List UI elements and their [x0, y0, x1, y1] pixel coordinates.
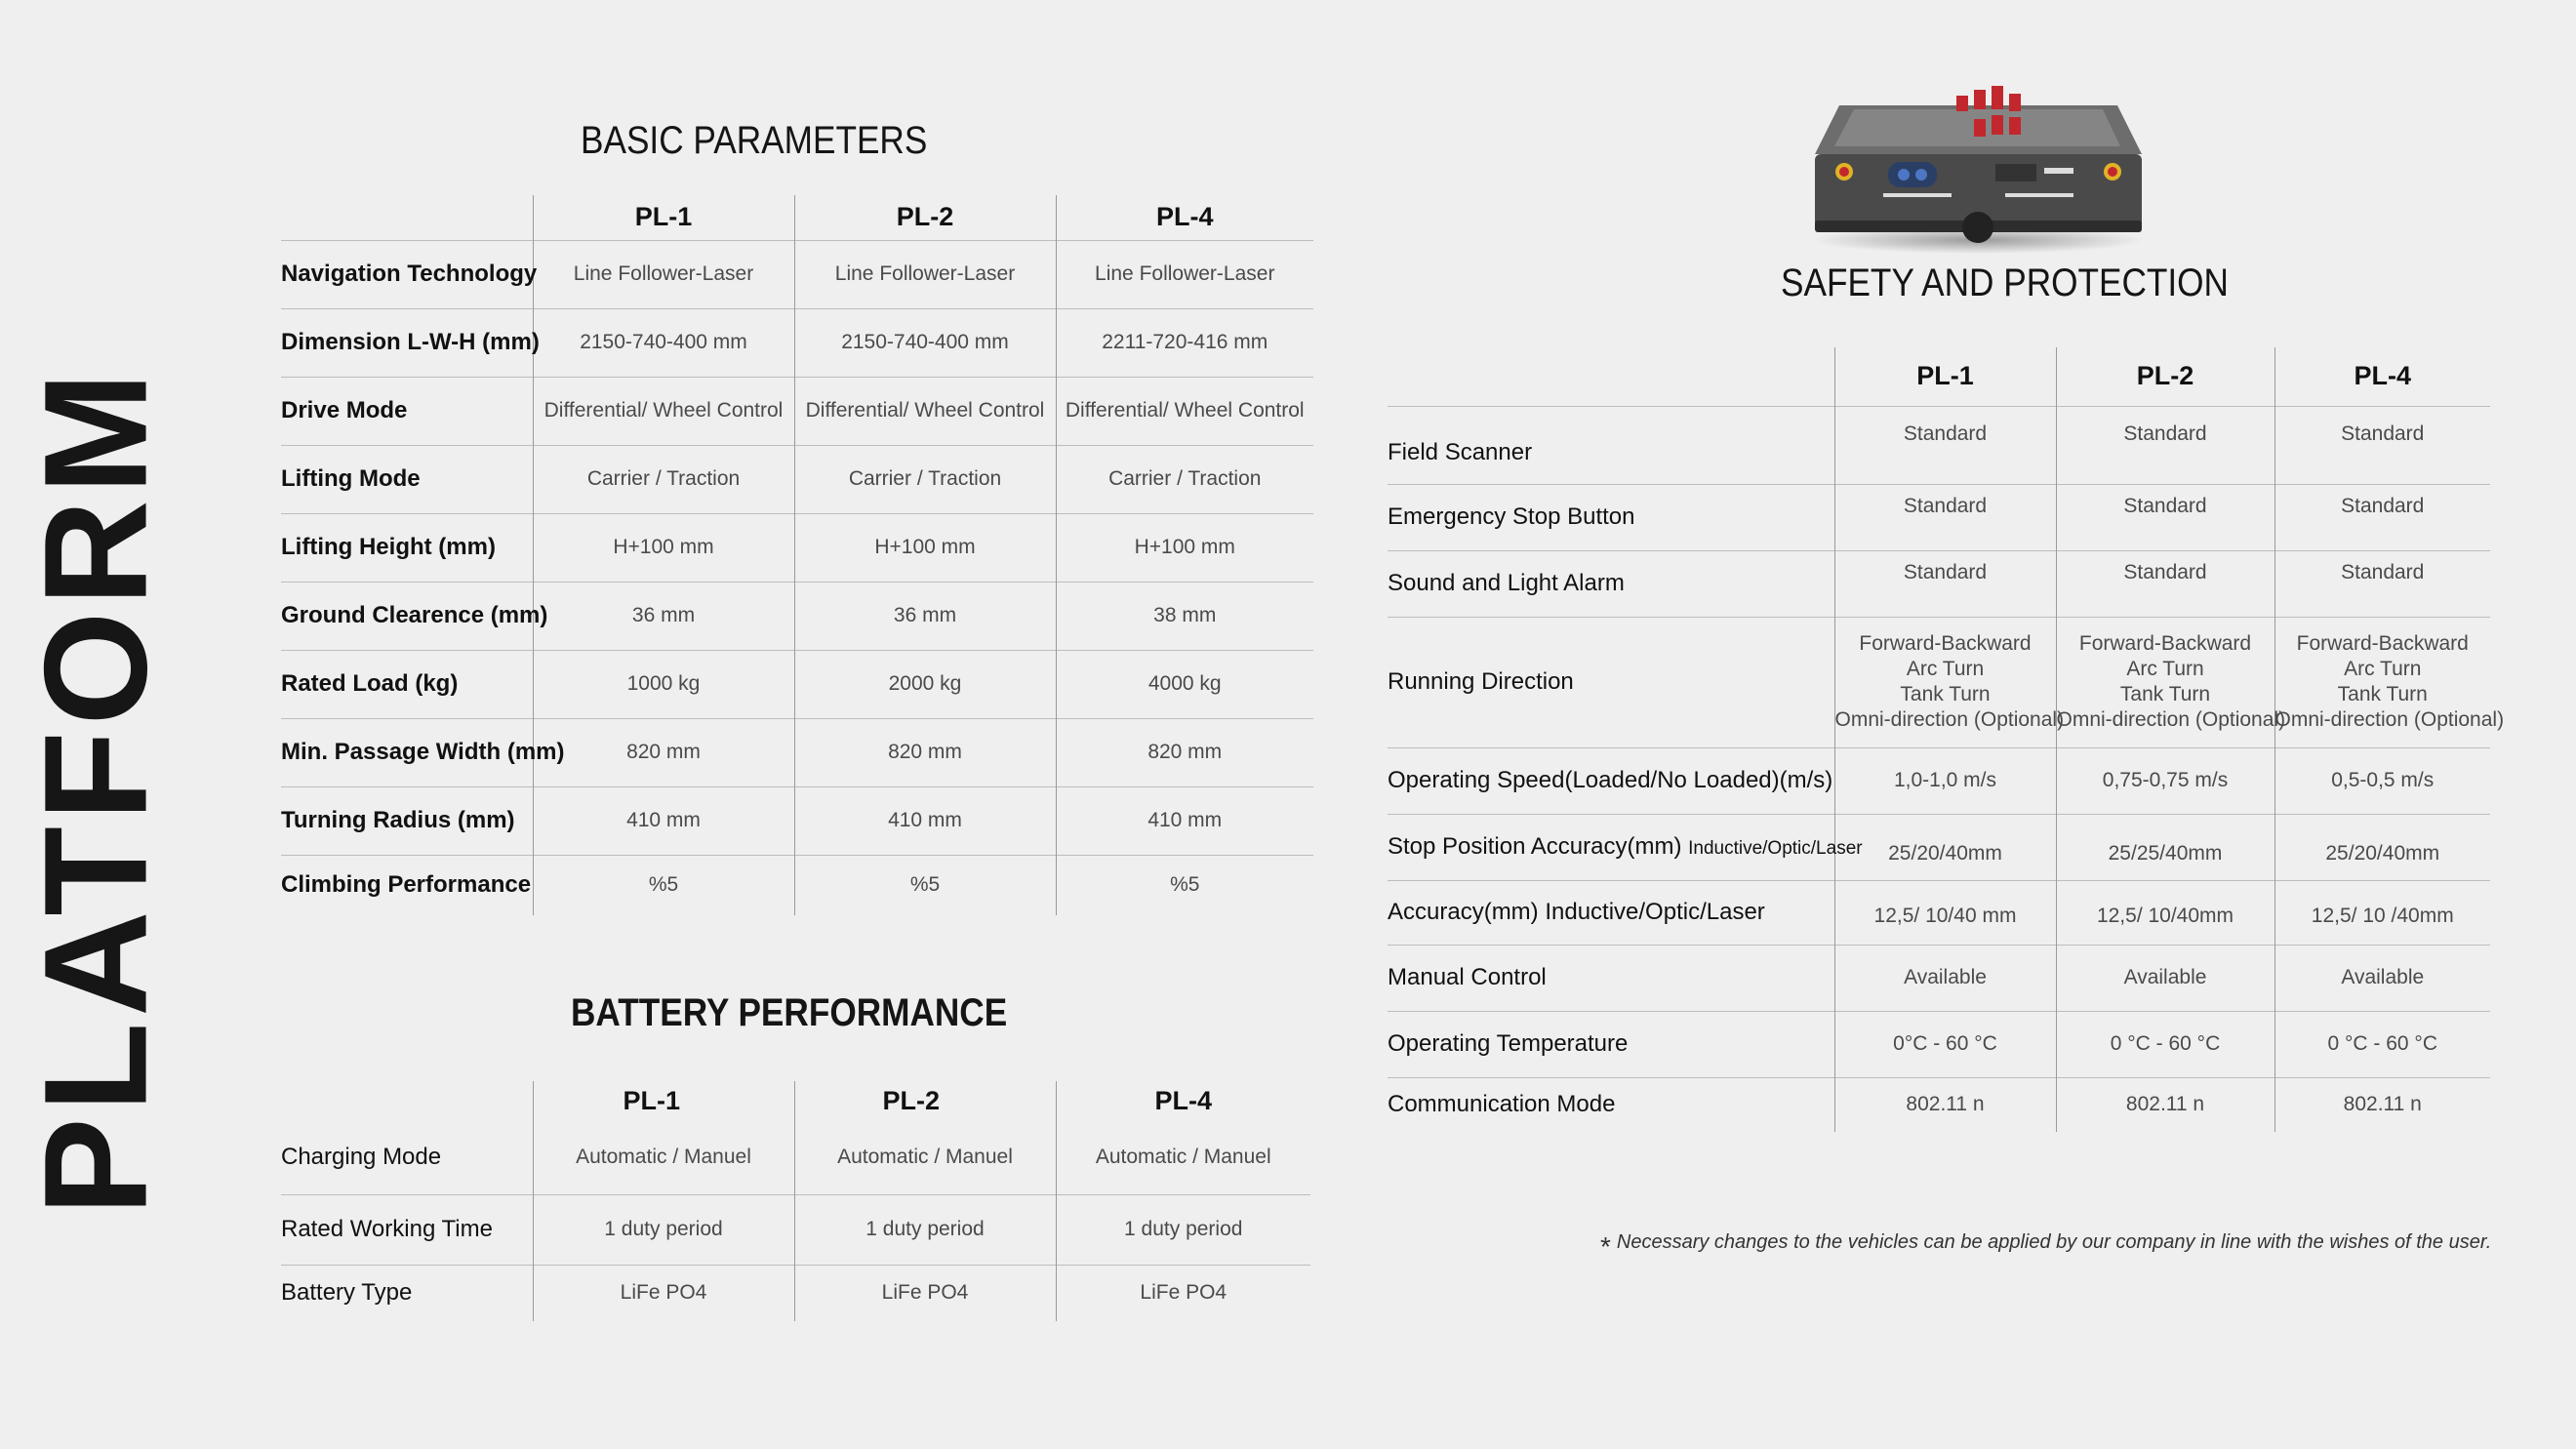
running-direction-line: Omni-direction (Optional)	[2056, 708, 2286, 731]
row-label-small: Inductive/Optic/Laser	[1688, 838, 1863, 859]
running-direction-line: Omni-direction (Optional)	[2274, 708, 2505, 731]
cell-value: Standard	[2056, 406, 2274, 484]
column-header: PL-2	[2056, 347, 2274, 406]
table-row	[1388, 406, 2490, 484]
column-header: PL-2	[794, 195, 1056, 240]
table-row	[281, 513, 1313, 582]
cell-value	[2274, 617, 2505, 747]
cell-value: Line Follower-Laser	[1056, 240, 1313, 308]
cell-value: %5	[794, 855, 1056, 915]
cell-value: 12,5/ 10 /40mm	[2274, 880, 2490, 945]
table-row	[1388, 814, 2490, 880]
table-row	[281, 445, 1313, 513]
cell-value: 36 mm	[533, 582, 794, 650]
cell-value: 12,5/ 10/40 mm	[1834, 880, 2056, 945]
battery-performance-title: BATTERY PERFORMANCE	[571, 991, 1008, 1034]
cell-value: 0 °C - 60 °C	[2274, 1011, 2490, 1077]
cell-value: 1 duty period	[794, 1194, 1056, 1265]
column-header: PL-1	[1834, 347, 2056, 406]
table-row	[281, 1265, 1310, 1321]
table-row	[1388, 880, 2490, 945]
cell-value: 25/20/40mm	[1834, 814, 2056, 880]
cell-value: LiFe PO4	[794, 1265, 1056, 1321]
cell-value: Carrier / Traction	[1056, 445, 1313, 513]
row-label-main: Stop Position Accuracy(mm)	[1388, 833, 1682, 860]
column-header: PL-1	[533, 195, 794, 240]
running-direction-line: Arc Turn	[2344, 658, 2422, 680]
table-row	[281, 855, 1313, 915]
column-header: PL-4	[2274, 347, 2490, 406]
cell-value: LiFe PO4	[533, 1265, 794, 1321]
row-label: Field Scanner	[1388, 406, 1834, 484]
cell-value: H+100 mm	[533, 513, 794, 582]
cell-value: H+100 mm	[794, 513, 1056, 582]
cell-value: Carrier / Traction	[794, 445, 1056, 513]
running-direction-line: Omni-direction (Optional)	[1834, 708, 2065, 731]
cell-value: Carrier / Traction	[533, 445, 794, 513]
table-row	[281, 718, 1313, 786]
row-label: Ground Clearence (mm)	[281, 582, 533, 650]
row-label: Rated Working Time	[281, 1194, 533, 1265]
cell-value: 1 duty period	[533, 1194, 794, 1265]
row-label: Manual Control	[1388, 945, 1834, 1011]
running-direction-line: Arc Turn	[2126, 658, 2204, 680]
row-label: Turning Radius (mm)	[281, 786, 533, 855]
safety-protection-title: SAFETY AND PROTECTION	[1781, 262, 2229, 304]
running-direction-line: Tank Turn	[2119, 683, 2211, 705]
cell-value: 2000 kg	[794, 650, 1056, 718]
cell-value: Automatic / Manuel	[794, 1120, 1056, 1194]
row-label: Navigation Technology	[281, 240, 533, 308]
cell-value: 0°C - 60 °C	[1834, 1011, 2056, 1077]
cell-value: Differential/ Wheel Control	[794, 377, 1056, 445]
row-label: Dimension L-W-H (mm)	[281, 308, 533, 377]
cell-value: 1,0-1,0 m/s	[1834, 747, 2056, 814]
table-row	[281, 308, 1313, 377]
footnote-text: Necessary changes to the vehicles can be applied by our company in line with the wishes of the user.	[1616, 1231, 2492, 1253]
table-header-row	[1388, 347, 2490, 406]
cell-value: Standard	[2056, 550, 2274, 617]
row-label: Communication Mode	[1388, 1077, 1834, 1132]
row-label: Sound and Light Alarm	[1388, 550, 1834, 617]
cell-value: LiFe PO4	[1056, 1265, 1310, 1321]
basic-parameters-table	[281, 195, 1313, 915]
row-label: Battery Type	[281, 1265, 533, 1321]
cell-value: 820 mm	[533, 718, 794, 786]
table-row	[281, 1194, 1310, 1265]
row-label: Rated Load (kg)	[281, 650, 533, 718]
running-direction-line: Tank Turn	[2337, 683, 2428, 705]
cell-value: 25/25/40mm	[2056, 814, 2274, 880]
side-title	[13, 365, 178, 1216]
battery-performance-table	[281, 1081, 1310, 1321]
row-label: Lifting Height (mm)	[281, 513, 533, 582]
basic-parameters-title: BASIC PARAMETERS	[581, 119, 928, 162]
cell-value: Standard	[1834, 484, 2056, 550]
cell-value: Differential/ Wheel Control	[1056, 377, 1313, 445]
running-direction-line: Forward-Backward	[2296, 632, 2469, 655]
agv-robot-icon	[1810, 86, 2147, 254]
table-row	[1388, 1011, 2490, 1077]
table-header-row	[281, 195, 1313, 240]
cell-value: Available	[1834, 945, 2056, 1011]
table-row	[1388, 484, 2490, 550]
cell-value: 4000 kg	[1056, 650, 1313, 718]
row-label: Running Direction	[1388, 617, 1834, 747]
cell-value: 410 mm	[1056, 786, 1313, 855]
row-label: Emergency Stop Button	[1388, 484, 1834, 550]
table-header-row	[281, 1081, 1310, 1120]
cell-value: 2211-720-416 mm	[1056, 308, 1313, 377]
cell-value: Automatic / Manuel	[533, 1120, 794, 1194]
row-label: Operating Temperature	[1388, 1011, 1834, 1077]
cell-value: %5	[1056, 855, 1313, 915]
cell-value: Standard	[1834, 550, 2056, 617]
cell-value: Differential/ Wheel Control	[533, 377, 794, 445]
cell-value: 820 mm	[794, 718, 1056, 786]
cell-value: Line Follower-Laser	[533, 240, 794, 308]
cell-value: Automatic / Manuel	[1056, 1120, 1310, 1194]
running-direction-line: Forward-Backward	[1859, 632, 2032, 655]
cell-value: 410 mm	[533, 786, 794, 855]
footnote-asterisk: *	[1600, 1231, 1611, 1262]
footnote	[1600, 1231, 2491, 1263]
cell-value: 36 mm	[794, 582, 1056, 650]
column-header: PL-4	[1056, 1081, 1310, 1120]
cell-value: 1000 kg	[533, 650, 794, 718]
cell-value	[1834, 617, 2065, 747]
cell-value: 25/20/40mm	[2274, 814, 2490, 880]
cell-value: 0 °C - 60 °C	[2056, 1011, 2274, 1077]
cell-value: Available	[2056, 945, 2274, 1011]
cell-value: 802.11 n	[2274, 1077, 2490, 1132]
cell-value	[2056, 617, 2286, 747]
column-header: PL-2	[794, 1081, 1056, 1120]
cell-value: 38 mm	[1056, 582, 1313, 650]
cell-value: Standard	[2274, 484, 2490, 550]
cell-value: Available	[2274, 945, 2490, 1011]
column-header: PL-4	[1056, 195, 1313, 240]
running-direction-line: Forward-Backward	[2078, 632, 2252, 655]
cell-value: Standard	[2056, 484, 2274, 550]
cell-value: 2150-740-400 mm	[533, 308, 794, 377]
row-label: Drive Mode	[281, 377, 533, 445]
running-direction-line: Tank Turn	[1900, 683, 1991, 705]
table-row	[281, 240, 1313, 308]
cell-value: 410 mm	[794, 786, 1056, 855]
cell-value: 802.11 n	[1834, 1077, 2056, 1132]
cell-value: 0,5-0,5 m/s	[2274, 747, 2490, 814]
safety-protection-table	[1388, 347, 2505, 1132]
cell-value: %5	[533, 855, 794, 915]
table-row	[281, 650, 1313, 718]
row-label: Climbing Performance	[281, 855, 533, 915]
cell-value: 1 duty period	[1056, 1194, 1310, 1265]
table-row	[1388, 747, 2490, 814]
table-row	[281, 582, 1313, 650]
column-header: PL-1	[533, 1081, 794, 1120]
cell-value: Standard	[2274, 550, 2490, 617]
running-direction-line: Arc Turn	[1906, 658, 1985, 680]
cell-value: 820 mm	[1056, 718, 1313, 786]
table-row	[281, 377, 1313, 445]
cell-value: Standard	[1834, 406, 2056, 484]
table-row	[1388, 945, 2490, 1011]
table-row	[281, 786, 1313, 855]
cell-value: 12,5/ 10/40mm	[2056, 880, 2274, 945]
cell-value: Line Follower-Laser	[794, 240, 1056, 308]
cell-value: Standard	[2274, 406, 2490, 484]
row-label	[1388, 814, 1863, 880]
cell-value: 2150-740-400 mm	[794, 308, 1056, 377]
row-label: Operating Speed(Loaded/No Loaded)(m/s)	[1388, 747, 1834, 814]
cell-value: H+100 mm	[1056, 513, 1313, 582]
row-label: Min. Passage Width (mm)	[281, 718, 533, 786]
table-row	[1388, 550, 2490, 617]
row-label: Lifting Mode	[281, 445, 533, 513]
table-row	[281, 1120, 1310, 1194]
cell-value: 0,75-0,75 m/s	[2056, 747, 2274, 814]
row-label: Accuracy(mm) Inductive/Optic/Laser	[1388, 880, 1834, 945]
row-label: Charging Mode	[281, 1143, 442, 1170]
table-row	[1388, 617, 2490, 747]
agv-robot-image	[1810, 86, 2147, 254]
table-row	[1388, 1077, 2490, 1132]
cell-value: 802.11 n	[2056, 1077, 2274, 1132]
side-title-text: PLATFORM	[13, 365, 178, 1216]
